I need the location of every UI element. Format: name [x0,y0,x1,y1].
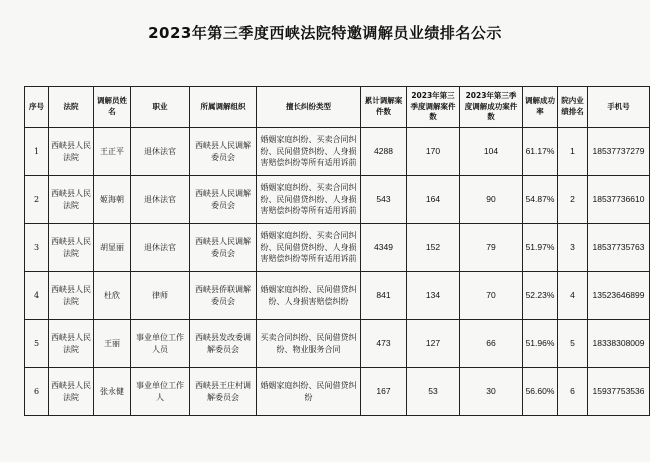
cell-occupation: 退休法官 [131,176,190,224]
col-header-q3-success: 2023年第三季度调解成功案件数 [460,87,523,128]
cell-mediator: 张永健 [94,368,131,416]
cell-q3-success: 30 [460,368,523,416]
header-row [25,87,650,128]
cell-organization: 西峡县人民调解委员会 [190,224,257,272]
cell-phone: 18537735763 [588,224,650,272]
cell-q3-success: 104 [460,128,523,176]
cell-success-rate: 52.23% [523,272,558,320]
cell-q3-cases: 152 [407,224,460,272]
col-header-mediator: 调解员姓名 [94,87,131,128]
table-row [25,368,650,416]
cell-phone: 15937753536 [588,368,650,416]
col-header-court: 法院 [49,87,94,128]
cell-court: 西峡县人民法院 [49,272,94,320]
cell-q3-success: 79 [460,224,523,272]
cell-organization: 西峡县发改委调解委员会 [190,320,257,368]
cell-success-rate: 51.96% [523,320,558,368]
cell-total-cases: 473 [361,320,407,368]
cell-mediator: 胡显丽 [94,224,131,272]
cell-phone: 18537736610 [588,176,650,224]
cell-rank: 4 [558,272,588,320]
cell-q3-cases: 134 [407,272,460,320]
cell-q3-success: 70 [460,272,523,320]
cell-success-rate: 56.60% [523,368,558,416]
cell-specialty: 婚姻家庭纠纷、买卖合同纠纷、民间借贷纠纷、人身损害赔偿纠纷等所有适用诉前 [257,176,361,224]
cell-court: 西峡县人民法院 [49,128,94,176]
col-header-occupation: 职业 [131,87,190,128]
cell-q3-cases: 127 [407,320,460,368]
cell-success-rate: 61.17% [523,128,558,176]
page-title: 2023年第三季度西峡法院特邀调解员业绩排名公示 [148,24,502,42]
cell-mediator: 姬海朝 [94,176,131,224]
cell-total-cases: 543 [361,176,407,224]
cell-total-cases: 4288 [361,128,407,176]
col-header-index: 序号 [25,87,49,128]
cell-specialty: 买卖合同纠纷、民间借贷纠纷、物业服务合同 [257,320,361,368]
cell-specialty: 婚姻家庭纠纷、民间借贷纠纷、人身损害赔偿纠纷 [257,272,361,320]
cell-q3-cases: 164 [407,176,460,224]
cell-specialty: 婚姻家庭纠纷、买卖合同纠纷、民间借贷纠纷、人身损害赔偿纠纷等所有适用诉前 [257,224,361,272]
cell-total-cases: 4349 [361,224,407,272]
cell-index: 6 [25,368,49,416]
col-header-rank: 院内业绩排名 [558,87,588,128]
col-header-q3-cases: 2023年第三季度调解案件数 [407,87,460,128]
cell-index: 2 [25,176,49,224]
cell-index: 4 [25,272,49,320]
cell-rank: 6 [558,368,588,416]
cell-occupation: 退休法官 [131,128,190,176]
cell-occupation: 律师 [131,272,190,320]
cell-phone: 18338308009 [588,320,650,368]
cell-organization: 西峡县侨联调解委员会 [190,272,257,320]
cell-q3-cases: 53 [407,368,460,416]
cell-organization: 西峡县人民调解委员会 [190,176,257,224]
cell-q3-success: 66 [460,320,523,368]
cell-organization: 西峡县人民调解委员会 [190,128,257,176]
cell-mediator: 王丽 [94,320,131,368]
col-header-success-rate: 调解成功率 [523,87,558,128]
cell-occupation: 事业单位工作人 [131,368,190,416]
cell-rank: 1 [558,128,588,176]
cell-success-rate: 54.87% [523,176,558,224]
table-row [25,224,650,272]
cell-rank: 2 [558,176,588,224]
col-header-phone: 手机号 [588,87,650,128]
cell-q3-success: 90 [460,176,523,224]
cell-index: 3 [25,224,49,272]
cell-mediator: 杜欣 [94,272,131,320]
cell-rank: 5 [558,320,588,368]
cell-court: 西峡县人民法院 [49,368,94,416]
cell-court: 西峡县人民法院 [49,176,94,224]
cell-index: 5 [25,320,49,368]
cell-occupation: 事业单位工作人员 [131,320,190,368]
cell-court: 西峡县人民法院 [49,320,94,368]
cell-total-cases: 841 [361,272,407,320]
cell-occupation: 退休法官 [131,224,190,272]
cell-rank: 3 [558,224,588,272]
cell-phone: 18537737279 [588,128,650,176]
cell-phone: 13523646899 [588,272,650,320]
table-row [25,320,650,368]
ranking-table [24,86,650,416]
col-header-specialty: 擅长纠纷类型 [257,87,361,128]
table-row [25,272,650,320]
cell-court: 西峡县人民法院 [49,224,94,272]
table-row [25,128,650,176]
table-row [25,176,650,224]
cell-mediator: 王正平 [94,128,131,176]
cell-total-cases: 167 [361,368,407,416]
col-header-total-cases: 累计调解案件数 [361,87,407,128]
cell-index: 1 [25,128,49,176]
cell-q3-cases: 170 [407,128,460,176]
cell-organization: 西峡县王庄村调解委员会 [190,368,257,416]
cell-success-rate: 51.97% [523,224,558,272]
col-header-organization: 所属调解组织 [190,87,257,128]
cell-specialty: 婚姻家庭纠纷、买卖合同纠纷、民间借贷纠纷、人身损害赔偿纠纷等所有适用诉前 [257,128,361,176]
cell-specialty: 婚姻家庭纠纷、民间借贷纠纷 [257,368,361,416]
